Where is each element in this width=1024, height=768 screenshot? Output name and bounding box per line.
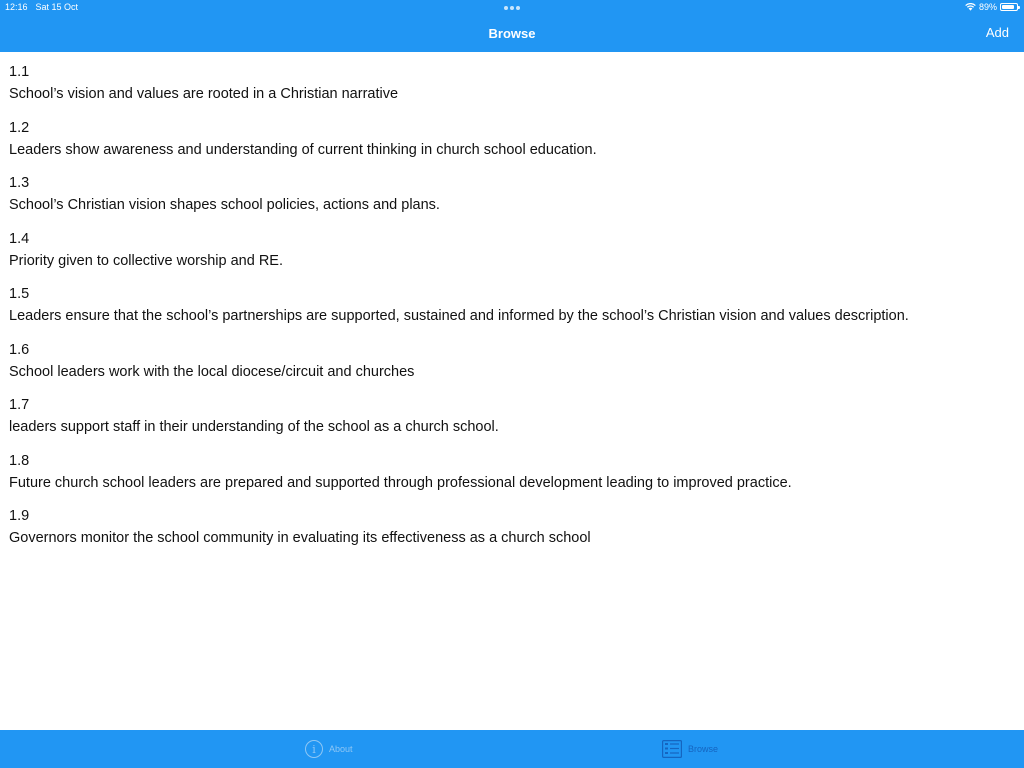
- battery-icon: [1000, 3, 1018, 11]
- item-text: Priority given to collective worship and RE.: [9, 252, 284, 269]
- list-item[interactable]: [0, 450, 1024, 506]
- item-number: 1.4: [9, 230, 30, 247]
- item-text: School leaders work with the local diocese/circuit and churches: [9, 363, 415, 380]
- info-icon: i: [305, 740, 323, 758]
- criteria-list: [0, 52, 1024, 561]
- item-text: Leaders show awareness and understanding of current thinking in church school education.: [9, 141, 597, 158]
- list-item[interactable]: [0, 52, 1024, 117]
- status-bar-left: [5, 2, 78, 12]
- status-date: Sat 15 Oct: [35, 2, 79, 12]
- status-time: 12:16: [5, 2, 28, 12]
- item-text: School’s vision and values are rooted in a Christian narrative: [9, 86, 399, 102]
- tab-bar: [0, 730, 1024, 768]
- page-title: Browse: [488, 26, 536, 41]
- item-text: Governors monitor the school community in evaluating its effectiveness as a church school: [9, 530, 591, 546]
- tab-browse[interactable]: [662, 740, 718, 758]
- tab-about[interactable]: [305, 740, 353, 758]
- list-item[interactable]: [0, 117, 1024, 173]
- item-number: 1.3: [9, 175, 30, 191]
- item-number: 1.7: [9, 397, 30, 413]
- tab-browse-label: Browse: [688, 744, 719, 754]
- item-number: 1.5: [9, 286, 30, 302]
- item-text: leaders support staff in their understanding of the school as a church school.: [9, 419, 499, 435]
- list-item[interactable]: [0, 228, 1024, 284]
- item-text: Leaders ensure that the school’s partnerships are supported, sustained and informed by the school’s Christian vision and values description.: [9, 308, 909, 324]
- status-bar-right: [965, 1, 1018, 13]
- wifi-icon: [965, 3, 976, 11]
- item-text: School’s Christian vision shapes school policies, actions and plans.: [9, 197, 440, 213]
- list-item[interactable]: [0, 339, 1024, 395]
- battery-percentage: 89%: [978, 2, 997, 12]
- item-number: 1.9: [9, 508, 30, 524]
- list-item[interactable]: [0, 505, 1024, 561]
- item-number: 1.2: [9, 119, 30, 136]
- header: [0, 0, 1024, 52]
- list-item[interactable]: [0, 283, 1024, 339]
- multitasking-dots-icon[interactable]: [504, 6, 520, 10]
- list-item[interactable]: [0, 394, 1024, 450]
- item-text: Future church school leaders are prepared and supported through professional development leading to improved practice.: [9, 474, 792, 491]
- add-button[interactable]: Add: [985, 25, 1009, 40]
- item-number: 1.6: [9, 341, 30, 358]
- item-number: 1.8: [9, 452, 30, 469]
- browse-icon: [662, 740, 682, 758]
- list-item[interactable]: [0, 172, 1024, 228]
- item-number: 1.1: [9, 64, 30, 80]
- tab-about-label: About: [329, 744, 353, 754]
